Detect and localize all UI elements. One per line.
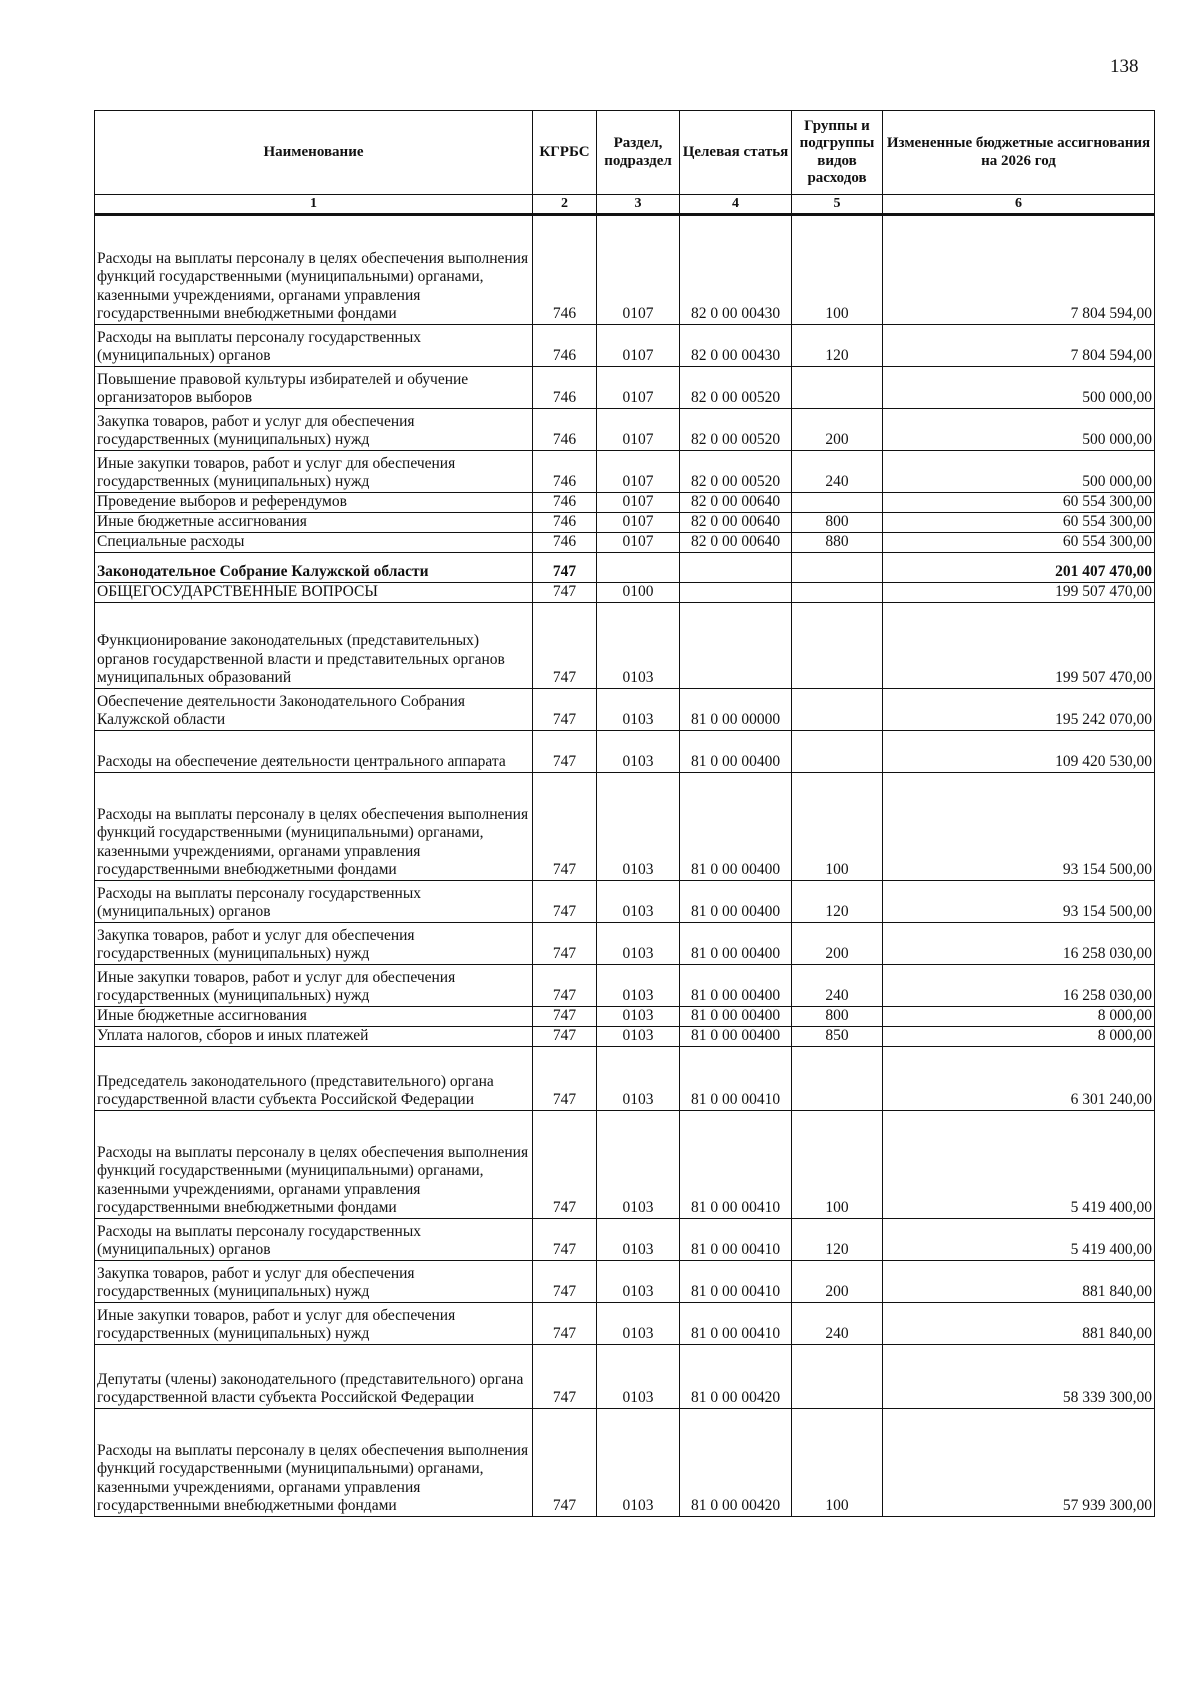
column-number: 4 (680, 195, 792, 215)
cell-target: 81 0 00 00400 (680, 923, 792, 965)
cell-amount: 16 258 030,00 (883, 965, 1155, 1007)
cell-section: 0107 (597, 451, 680, 493)
table-row (95, 1345, 1155, 1409)
cell-name: ОБЩЕГОСУДАРСТВЕННЫЕ ВОПРОСЫ (95, 583, 533, 603)
cell-section: 0107 (597, 513, 680, 533)
cell-target: 81 0 00 00400 (680, 881, 792, 923)
table-row (95, 583, 1155, 603)
cell-name: Расходы на выплаты персоналу в целях обеспечения выполнения функций государственными (муниципальными) органами, казенными учреждениями, органами управления государственными внебюджетными фондами (95, 1111, 533, 1219)
header-name: Наименование (95, 111, 533, 195)
column-number: 2 (533, 195, 597, 215)
cell-section: 0103 (597, 1219, 680, 1261)
cell-name: Расходы на выплаты персоналу государственных (муниципальных) органов (95, 1219, 533, 1261)
cell-amount: 5 419 400,00 (883, 1111, 1155, 1219)
cell-target (680, 603, 792, 689)
table-row (95, 493, 1155, 513)
cell-amount: 201 407 470,00 (883, 553, 1155, 583)
table-row (95, 533, 1155, 553)
cell-kgrbs: 747 (533, 689, 597, 731)
cell-name: Иные закупки товаров, работ и услуг для обеспечения государственных (муниципальных) нужд (95, 451, 533, 493)
cell-kgrbs: 747 (533, 1261, 597, 1303)
cell-target: 81 0 00 00400 (680, 1007, 792, 1027)
header-groups: Группы и подгруппы видов расходов (792, 111, 883, 195)
cell-target: 81 0 00 00400 (680, 1027, 792, 1047)
cell-section: 0107 (597, 493, 680, 513)
cell-section: 0107 (597, 367, 680, 409)
table-row (95, 881, 1155, 923)
page-number: 138 (1110, 56, 1139, 77)
cell-name: Депутаты (члены) законодательного (представительного) органа государственной власти субъекта Российской Федерации (95, 1345, 533, 1409)
cell-section: 0103 (597, 1345, 680, 1409)
header-section: Раздел, подраздел (597, 111, 680, 195)
cell-section: 0100 (597, 583, 680, 603)
cell-name: Расходы на выплаты персоналу в целях обеспечения выполнения функций государственными (муниципальными) органами, казенными учреждениями, органами управления государственными внебюджетными фондами (95, 1409, 533, 1517)
cell-kgrbs: 746 (533, 513, 597, 533)
cell-section: 0107 (597, 215, 680, 325)
cell-amount: 500 000,00 (883, 451, 1155, 493)
column-number: 3 (597, 195, 680, 215)
table-row (95, 1303, 1155, 1345)
cell-target: 81 0 00 00000 (680, 689, 792, 731)
cell-target: 82 0 00 00520 (680, 409, 792, 451)
cell-name: Расходы на выплаты персоналу государственных (муниципальных) органов (95, 325, 533, 367)
table-row (95, 325, 1155, 367)
table-row (95, 1027, 1155, 1047)
cell-target: 81 0 00 00410 (680, 1219, 792, 1261)
cell-name: Расходы на обеспечение деятельности центрального аппарата (95, 731, 533, 773)
cell-target: 81 0 00 00420 (680, 1409, 792, 1517)
cell-section: 0107 (597, 533, 680, 553)
cell-target (680, 583, 792, 603)
table-body (95, 215, 1155, 1517)
cell-target: 82 0 00 00520 (680, 451, 792, 493)
cell-kgrbs: 747 (533, 923, 597, 965)
cell-section: 0103 (597, 773, 680, 881)
cell-amount: 57 939 300,00 (883, 1409, 1155, 1517)
cell-kgrbs: 746 (533, 533, 597, 553)
cell-kgrbs: 747 (533, 553, 597, 583)
cell-group: 120 (792, 325, 883, 367)
cell-kgrbs: 747 (533, 1111, 597, 1219)
cell-section: 0103 (597, 1027, 680, 1047)
cell-group: 850 (792, 1027, 883, 1047)
table-row (95, 367, 1155, 409)
cell-name: Расходы на выплаты персоналу в целях обеспечения выполнения функций государственными (муниципальными) органами, казенными учреждениями, органами управления государственными внебюджетными фондами (95, 773, 533, 881)
cell-section: 0103 (597, 1303, 680, 1345)
table-row (95, 1409, 1155, 1517)
cell-name: Закупка товаров, работ и услуг для обеспечения государственных (муниципальных) нужд (95, 409, 533, 451)
cell-kgrbs: 747 (533, 773, 597, 881)
cell-kgrbs: 747 (533, 881, 597, 923)
table-row (95, 1111, 1155, 1219)
table-row (95, 409, 1155, 451)
column-number: 5 (792, 195, 883, 215)
cell-kgrbs: 747 (533, 1027, 597, 1047)
cell-kgrbs: 747 (533, 731, 597, 773)
column-number: 6 (883, 195, 1155, 215)
table-row (95, 773, 1155, 881)
cell-name: Законодательное Собрание Калужской области (95, 553, 533, 583)
cell-group: 200 (792, 1261, 883, 1303)
cell-name: Специальные расходы (95, 533, 533, 553)
cell-kgrbs: 747 (533, 965, 597, 1007)
cell-group (792, 1345, 883, 1409)
cell-amount: 8 000,00 (883, 1007, 1155, 1027)
header-target: Целевая статья (680, 111, 792, 195)
table-row (95, 1261, 1155, 1303)
cell-section: 0103 (597, 923, 680, 965)
budget-table (94, 110, 1155, 1517)
cell-amount: 58 339 300,00 (883, 1345, 1155, 1409)
cell-target: 81 0 00 00410 (680, 1111, 792, 1219)
cell-group (792, 553, 883, 583)
table-row (95, 451, 1155, 493)
cell-target: 82 0 00 00640 (680, 513, 792, 533)
cell-amount: 60 554 300,00 (883, 533, 1155, 553)
cell-amount: 109 420 530,00 (883, 731, 1155, 773)
cell-target: 81 0 00 00400 (680, 965, 792, 1007)
cell-amount: 60 554 300,00 (883, 493, 1155, 513)
cell-group (792, 367, 883, 409)
column-number: 1 (95, 195, 533, 215)
cell-amount: 500 000,00 (883, 409, 1155, 451)
cell-name: Повышение правовой культуры избирателей и обучение организаторов выборов (95, 367, 533, 409)
cell-group: 100 (792, 1111, 883, 1219)
cell-kgrbs: 747 (533, 1409, 597, 1517)
cell-group (792, 731, 883, 773)
cell-target: 82 0 00 00430 (680, 325, 792, 367)
cell-section: 0107 (597, 325, 680, 367)
cell-target: 81 0 00 00400 (680, 731, 792, 773)
cell-name: Проведение выборов и референдумов (95, 493, 533, 513)
cell-amount: 93 154 500,00 (883, 881, 1155, 923)
cell-section: 0103 (597, 1007, 680, 1027)
cell-name: Расходы на выплаты персоналу в целях обеспечения выполнения функций государственными (муниципальными) органами, казенными учреждениями, органами управления государственными внебюджетными фондами (95, 215, 533, 325)
cell-name: Обеспечение деятельности Законодательного Собрания Калужской области (95, 689, 533, 731)
cell-kgrbs: 747 (533, 1219, 597, 1261)
cell-group (792, 603, 883, 689)
table-row (95, 923, 1155, 965)
cell-group: 100 (792, 1409, 883, 1517)
cell-target (680, 553, 792, 583)
cell-kgrbs: 746 (533, 215, 597, 325)
cell-section: 0103 (597, 1409, 680, 1517)
cell-kgrbs: 747 (533, 603, 597, 689)
cell-group: 880 (792, 533, 883, 553)
cell-amount: 6 301 240,00 (883, 1047, 1155, 1111)
cell-amount: 199 507 470,00 (883, 603, 1155, 689)
cell-group: 100 (792, 215, 883, 325)
cell-section: 0103 (597, 1047, 680, 1111)
cell-group: 240 (792, 451, 883, 493)
cell-target: 82 0 00 00520 (680, 367, 792, 409)
cell-kgrbs: 746 (533, 325, 597, 367)
cell-kgrbs: 747 (533, 583, 597, 603)
table-row (95, 1047, 1155, 1111)
cell-section: 0107 (597, 409, 680, 451)
cell-section: 0103 (597, 689, 680, 731)
cell-amount: 500 000,00 (883, 367, 1155, 409)
cell-kgrbs: 747 (533, 1047, 597, 1111)
cell-group: 100 (792, 773, 883, 881)
header-amount: Измененные бюджетные ассигнования на 2026 год (883, 111, 1155, 195)
cell-group (792, 493, 883, 513)
cell-kgrbs: 747 (533, 1345, 597, 1409)
cell-amount: 881 840,00 (883, 1261, 1155, 1303)
cell-name: Расходы на выплаты персоналу государственных (муниципальных) органов (95, 881, 533, 923)
table-row (95, 513, 1155, 533)
cell-amount: 195 242 070,00 (883, 689, 1155, 731)
cell-amount: 7 804 594,00 (883, 325, 1155, 367)
cell-name: Иные бюджетные ассигнования (95, 513, 533, 533)
cell-amount: 8 000,00 (883, 1027, 1155, 1047)
cell-kgrbs: 747 (533, 1007, 597, 1027)
cell-name: Иные закупки товаров, работ и услуг для обеспечения государственных (муниципальных) нужд (95, 965, 533, 1007)
table-row (95, 1219, 1155, 1261)
cell-kgrbs: 746 (533, 493, 597, 513)
cell-name: Функционирование законодательных (представительных) органов государственной власти и представительных органов муниципальных образований (95, 603, 533, 689)
cell-target: 82 0 00 00430 (680, 215, 792, 325)
cell-amount: 881 840,00 (883, 1303, 1155, 1345)
cell-group (792, 1047, 883, 1111)
cell-target: 81 0 00 00410 (680, 1047, 792, 1111)
cell-group: 800 (792, 1007, 883, 1027)
cell-name: Иные бюджетные ассигнования (95, 1007, 533, 1027)
cell-group: 120 (792, 881, 883, 923)
cell-target: 81 0 00 00400 (680, 773, 792, 881)
cell-section (597, 553, 680, 583)
cell-target: 81 0 00 00420 (680, 1345, 792, 1409)
cell-section: 0103 (597, 965, 680, 1007)
cell-target: 82 0 00 00640 (680, 533, 792, 553)
table-row (95, 553, 1155, 583)
cell-section: 0103 (597, 1261, 680, 1303)
cell-amount: 16 258 030,00 (883, 923, 1155, 965)
cell-group: 240 (792, 1303, 883, 1345)
cell-kgrbs: 746 (533, 409, 597, 451)
cell-amount: 60 554 300,00 (883, 513, 1155, 533)
cell-kgrbs: 747 (533, 1303, 597, 1345)
cell-section: 0103 (597, 603, 680, 689)
cell-name: Закупка товаров, работ и услуг для обеспечения государственных (муниципальных) нужд (95, 923, 533, 965)
table-row (95, 731, 1155, 773)
cell-kgrbs: 746 (533, 367, 597, 409)
cell-group: 200 (792, 923, 883, 965)
cell-name: Уплата налогов, сборов и иных платежей (95, 1027, 533, 1047)
cell-target: 81 0 00 00410 (680, 1261, 792, 1303)
cell-amount: 199 507 470,00 (883, 583, 1155, 603)
cell-group (792, 689, 883, 731)
table-row (95, 965, 1155, 1007)
cell-name: Председатель законодательного (представительного) органа государственной власти субъекта Российской Федерации (95, 1047, 533, 1111)
table-row (95, 1007, 1155, 1027)
cell-group: 200 (792, 409, 883, 451)
cell-section: 0103 (597, 1111, 680, 1219)
cell-section: 0103 (597, 731, 680, 773)
cell-kgrbs: 746 (533, 451, 597, 493)
cell-target: 82 0 00 00640 (680, 493, 792, 513)
table-row (95, 603, 1155, 689)
cell-amount: 7 804 594,00 (883, 215, 1155, 325)
cell-section: 0103 (597, 881, 680, 923)
cell-name: Иные закупки товаров, работ и услуг для обеспечения государственных (муниципальных) нужд (95, 1303, 533, 1345)
table-row (95, 689, 1155, 731)
cell-group: 120 (792, 1219, 883, 1261)
cell-group: 240 (792, 965, 883, 1007)
cell-group (792, 583, 883, 603)
cell-amount: 93 154 500,00 (883, 773, 1155, 881)
header-kgrbs: КГРБС (533, 111, 597, 195)
table-row (95, 215, 1155, 325)
cell-target: 81 0 00 00410 (680, 1303, 792, 1345)
cell-group: 800 (792, 513, 883, 533)
cell-amount: 5 419 400,00 (883, 1219, 1155, 1261)
cell-name: Закупка товаров, работ и услуг для обеспечения государственных (муниципальных) нужд (95, 1261, 533, 1303)
